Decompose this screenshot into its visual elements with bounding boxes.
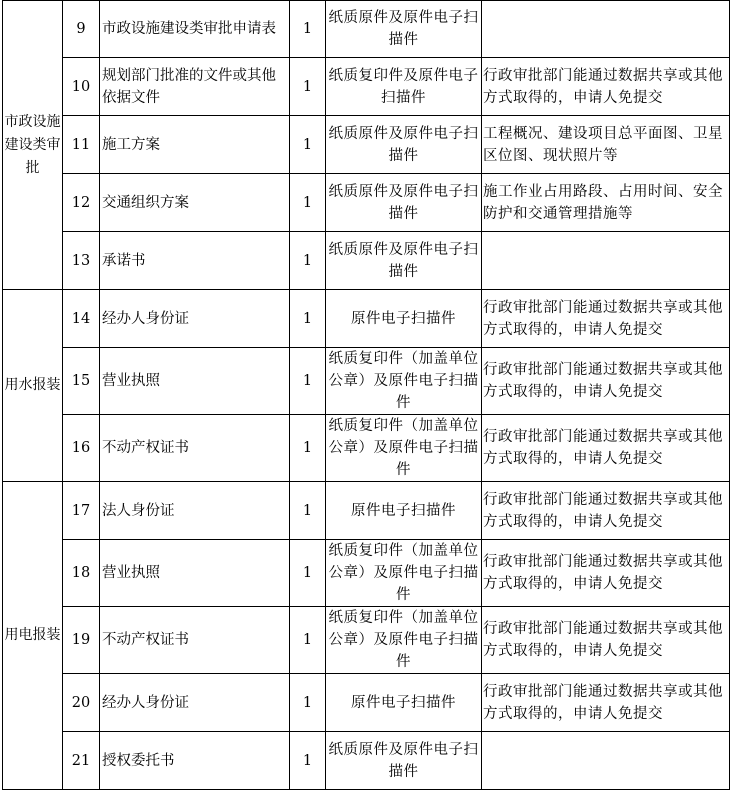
quantity-cell: 1 [290,415,326,482]
material-form-cell: 纸质复印件（加盖单位公章）及原件电子扫描件 [326,540,482,607]
remarks-cell: 行政审批部门能通过数据共享或其他方式取得的，申请人免提交 [482,540,730,607]
category-cell: 用电报装 [3,482,63,790]
material-form-cell: 纸质原件及原件电子扫描件 [326,1,482,58]
table-row [3,674,730,732]
material-form-cell: 纸质复印件（加盖单位公章）及原件电子扫描件 [326,607,482,674]
table-row [3,482,730,540]
quantity-cell: 1 [290,174,326,232]
table-row [3,116,730,174]
material-form-cell: 纸质原件及原件电子扫描件 [326,174,482,232]
quantity-cell: 1 [290,607,326,674]
row-number-cell: 12 [63,174,100,232]
material-name-cell: 承诺书 [100,232,290,290]
row-number-cell: 17 [63,482,100,540]
remarks-cell [482,732,730,790]
remarks-cell: 行政审批部门能通过数据共享或其他方式取得的，申请人免提交 [482,290,730,348]
row-number-cell: 9 [63,1,100,58]
quantity-cell: 1 [290,232,326,290]
table-row [3,415,730,482]
material-form-cell: 纸质复印件（加盖单位公章）及原件电子扫描件 [326,415,482,482]
material-name-cell: 施工方案 [100,116,290,174]
row-number-cell: 10 [63,58,100,116]
row-number-cell: 18 [63,540,100,607]
material-form-cell: 纸质原件及原件电子扫描件 [326,732,482,790]
table-row [3,732,730,790]
material-name-cell: 经办人身份证 [100,290,290,348]
remarks-cell: 施工作业占用路段、占用时间、安全防护和交通管理措施等 [482,174,730,232]
quantity-cell: 1 [290,540,326,607]
row-number-cell: 11 [63,116,100,174]
material-form-cell: 纸质原件及原件电子扫描件 [326,116,482,174]
material-name-cell: 交通组织方案 [100,174,290,232]
remarks-cell: 行政审批部门能通过数据共享或其他方式取得的，申请人免提交 [482,415,730,482]
quantity-cell: 1 [290,348,326,415]
row-number-cell: 21 [63,732,100,790]
material-name-cell: 不动产权证书 [100,415,290,482]
table-row [3,174,730,232]
remarks-cell: 行政审批部门能通过数据共享或其他方式取得的，申请人免提交 [482,607,730,674]
row-number-cell: 13 [63,232,100,290]
table-row [3,607,730,674]
material-name-cell: 法人身份证 [100,482,290,540]
table-row [3,58,730,116]
material-name-cell: 市政设施建设类审批申请表 [100,1,290,58]
remarks-cell: 行政审批部门能通过数据共享或其他方式取得的，申请人免提交 [482,482,730,540]
remarks-cell: 工程概况、建设项目总平面图、卫星区位图、现状照片等 [482,116,730,174]
quantity-cell: 1 [290,1,326,58]
row-number-cell: 20 [63,674,100,732]
material-name-cell: 规划部门批准的文件或其他依据文件 [100,58,290,116]
quantity-cell: 1 [290,732,326,790]
quantity-cell: 1 [290,482,326,540]
remarks-cell: 行政审批部门能通过数据共享或其他方式取得的，申请人免提交 [482,58,730,116]
materials-table-body [3,1,730,790]
quantity-cell: 1 [290,674,326,732]
material-name-cell: 营业执照 [100,540,290,607]
table-row [3,1,730,58]
material-name-cell: 授权委托书 [100,732,290,790]
material-form-cell: 原件电子扫描件 [326,290,482,348]
quantity-cell: 1 [290,58,326,116]
row-number-cell: 19 [63,607,100,674]
material-form-cell: 纸质原件及原件电子扫描件 [326,232,482,290]
remarks-cell [482,232,730,290]
table-row [3,348,730,415]
material-form-cell: 纸质复印件（加盖单位公章）及原件电子扫描件 [326,348,482,415]
material-name-cell: 不动产权证书 [100,607,290,674]
material-name-cell: 营业执照 [100,348,290,415]
row-number-cell: 14 [63,290,100,348]
remarks-cell [482,1,730,58]
quantity-cell: 1 [290,290,326,348]
remarks-cell: 行政审批部门能通过数据共享或其他方式取得的，申请人免提交 [482,674,730,732]
table-row [3,540,730,607]
table-row [3,290,730,348]
remarks-cell: 行政审批部门能通过数据共享或其他方式取得的，申请人免提交 [482,348,730,415]
table-row [3,232,730,290]
material-form-cell: 纸质复印件及原件电子扫描件 [326,58,482,116]
material-name-cell: 经办人身份证 [100,674,290,732]
row-number-cell: 16 [63,415,100,482]
quantity-cell: 1 [290,116,326,174]
category-cell: 市政设施建设类审批 [3,1,63,290]
material-form-cell: 原件电子扫描件 [326,674,482,732]
material-form-cell: 原件电子扫描件 [326,482,482,540]
materials-table [2,0,730,790]
row-number-cell: 15 [63,348,100,415]
category-cell: 用水报装 [3,290,63,482]
